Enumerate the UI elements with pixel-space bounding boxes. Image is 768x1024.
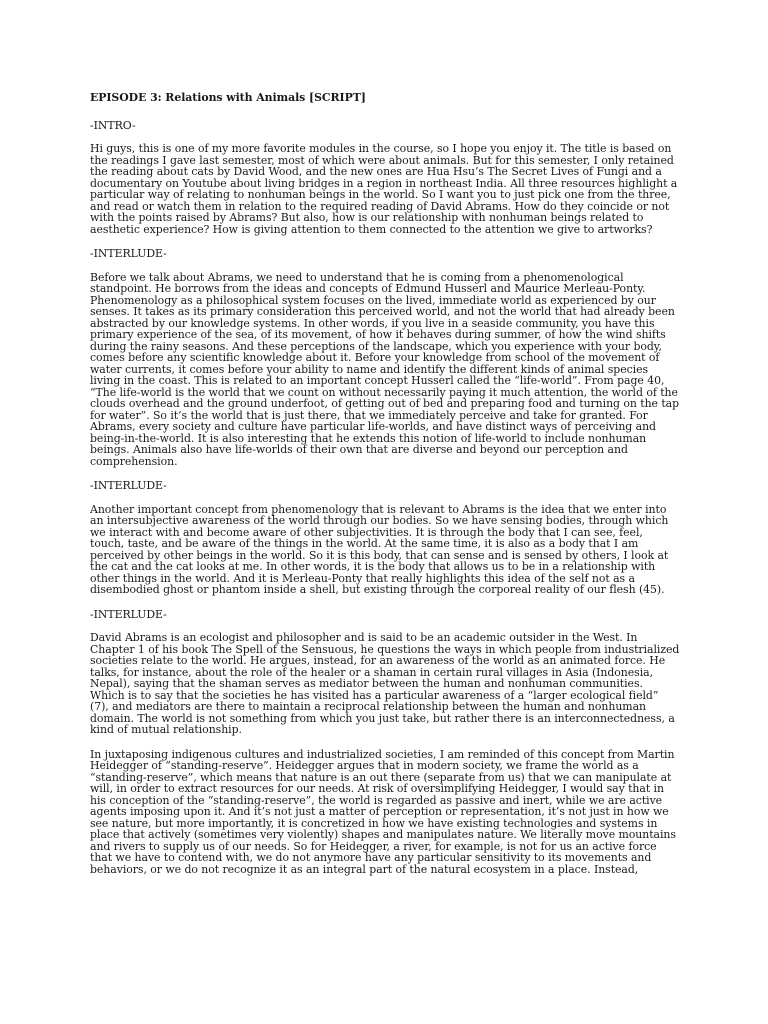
interlude-label: -INTERLUDE-: [90, 247, 167, 260]
episode-title: EPISODE 3: Relations with Animals [SCRIPT]: [90, 91, 366, 104]
document-page: [90, 92, 680, 888]
paragraph-phenomenology: Before we talk about Abrams, we need to understand that he is coming from a phenomenological standpoint. He borrows from the ideas and concepts of Edmund Husserl and Maurice Merleau-Ponty. Phenomenology as a philosophical system focuses on the lived, immediate world as experienced by our senses. It takes as its primary consideration this perceived world, and not the world that had already been abstracted by our knowledge systems. In other words, if you live in a seaside community, you have this primary experience of the sea, of its movement, of how it behaves during summer, of how the wind shifts during the rainy seasons. And these perceptions of the landscape, which you experience with your body, comes before any scientific knowledge about it. Before your knowledge from school of the movement of water currents, it comes before your ability to name and identify the different kinds of animal species living in the coast. This is related to an important concept Husserl called the “life-world”. From page 40, “The life-world is the world that we count on without necessarily paying it much attention, the world of the clouds overhead and the ground underfoot, of getting out of bed and preparing food and turning on the tap for water”. So it’s the world that is just there, that we immediately perceive and take for granted. For Abrams, every society and culture have particular life-worlds, and have distinct ways of perceiving and being-in-the-world. It is also interesting that he extends this notion of life-world to include nonhuman beings. Animals also have life-worlds of their own that are diverse and beyond our perception and comprehension.: [90, 270, 680, 468]
intro-label: -INTRO-: [90, 118, 136, 132]
paragraph-intro: Hi guys, this is one of my more favorite modules in the course, so I hope you enjoy it. The title is based on the readings I gave last semester, most of which were about animals. But for this semester, I only retained the reading about cats by David Wood, and the new ones are Hua Hsu’s The Secret Lives of Fungi and a documentary on Youtube about living bridges in a region in northeast India. All three resources highlight a particular way of relating to nonhuman beings in the world. So I want you to just pick one from the three, and read or watch them in relation to the required reading of David Abrams. How do they coincide or not with the points raised by Abrams? But also, how is our relationship with nonhuman beings related to aesthetic experience? How is giving attention to them connected to the attention we give to artworks?: [90, 142, 678, 236]
interlude-label: -INTERLUDE-: [90, 607, 167, 621]
paragraph-intersubjectivity: Another important concept from phenomenology that is relevant to Abrams is the idea that we enter into an intersubjective awareness of the world through our bodies. So we have sensing bodies, through which we interact with and become aware of other subjectivities. It is through the body that I can see, feel, touch, taste, and be aware of the things in the world. At the same time, it is also as a body that I am perceived by other beings in the world. So it is this body, that can sense and is sensed by others, I look at the cat and the cat looks at me. In other words, it is the body that allows us to be in a relationship with other things in the world. And it is Merleau-Ponty that really highlights this idea of the self not as a disembodied ghost or phantom inside a shell, but existing through the corporeal reality of our flesh (45).: [90, 502, 669, 596]
paragraph-heidegger: In juxtaposing indigenous cultures and industrialized societies, I am reminded of this concept from Martin Heidegger of “standing-reserve”. Heidegger argues that in modern society, we frame the world as a “standing-reserve”, which means that nature is an out there (separate from us) that we can manipulate at will, in order to extract resources for our needs. At risk of oversimplifying Heidegger, I would say that in his conception of the “standing-reserve”, the world is regarded as passive and inert, while we are active agents imposing upon it. And it’s not just a matter of perception or representation, it’s not just in how we see nature, but more importantly, it is concretized in how we have existing technologies and systems in place that actively (sometimes very violently) shapes and manipulates nature. We literally move mountains and rivers to supply us of our needs. So for Heidegger, a river, for example, is not for us an active force that we have to contend with, we do not anymore have any particular sensitivity to its movements and behaviors, or we do not recognize it as an integral part of the natural ecosystem in a place. Instead,: [90, 747, 676, 876]
paragraph-abrams: David Abrams is an ecologist and philosopher and is said to be an academic outsider in the West. In Chapter 1 of his book The Spell of the Sensuous, he questions the ways in which people from industrialized societies relate to the world. He argues, instead, for an awareness of the world as an animated force. He talks, for instance, about the role of the healer or a shaman in certain rural villages in Asia (Indonesia, Nepal), saying that the shaman serves as mediator between the human and nonhuman communities. Which is to say that the societies he has visited has a particular awareness of a “larger ecological field” (7), and mediators are there to maintain a reciprocal relationship between the human and nonhuman domain. The world is not something from which you just take, but rather there is an interconnectedness, a kind of mutual relationship.: [90, 631, 680, 736]
interlude-label: -INTERLUDE-: [90, 479, 167, 492]
